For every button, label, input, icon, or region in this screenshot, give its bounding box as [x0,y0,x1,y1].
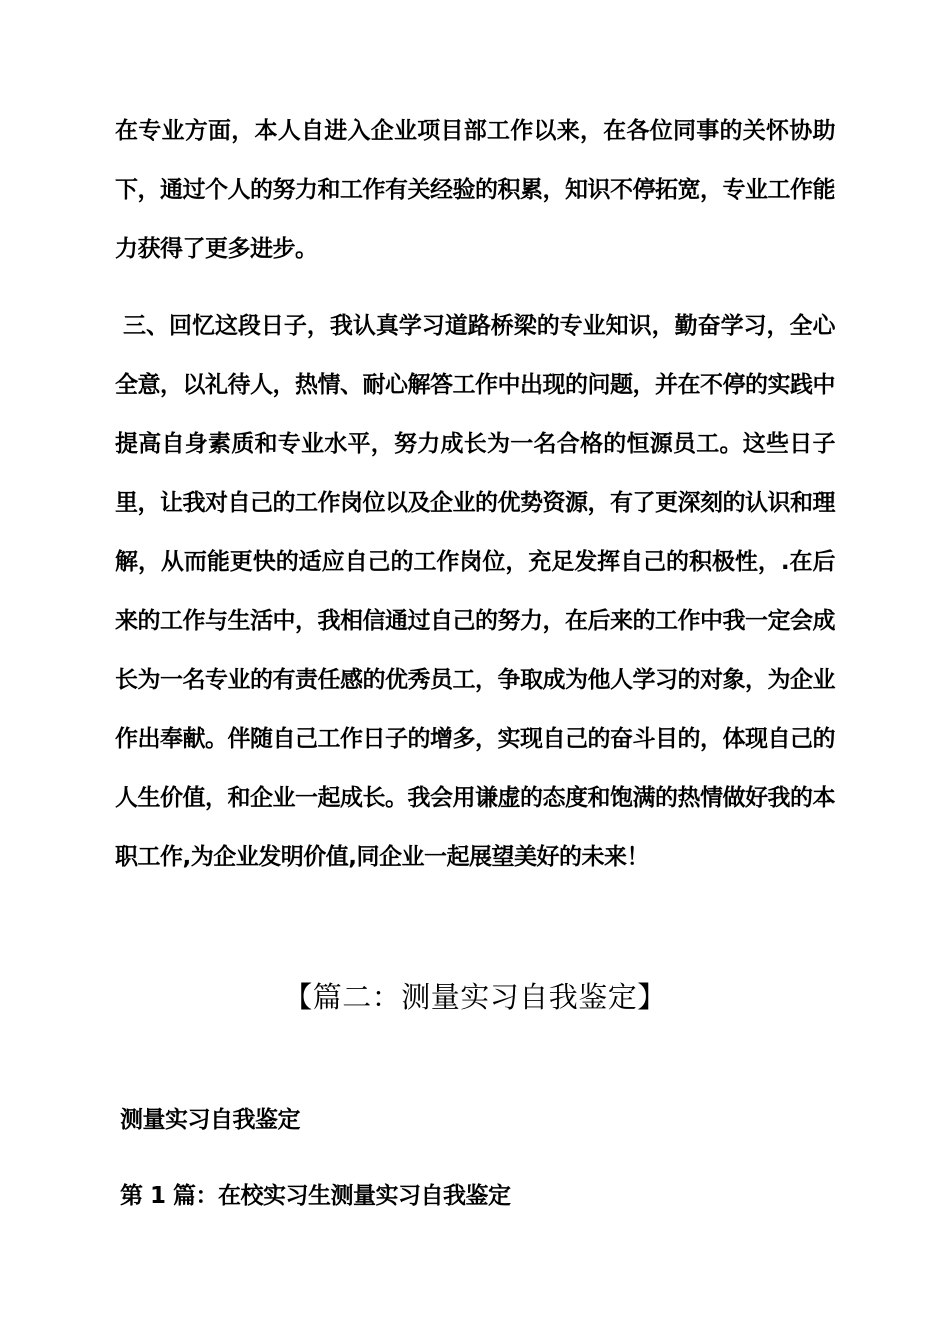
paragraph-professional-progress: 在专业方面，本人自进入企业项目部工作以来，在各位同事的关怀协助下，通过个人的努力和工作有关经验的积累，知识不停拓宽，专业工作能力获得了更多进步。 [115,118,835,262]
subheading-chapter-1: 第 1 篇：在校实习生测量实习自我鉴定 [120,1183,511,1209]
subheading-survey-self-assessment: 测量实习自我鉴定 [120,1107,300,1133]
section-title: 【篇二：测量实习自我鉴定】 [283,980,667,1014]
paragraph-reflection: 三、回忆这段日子，我认真学习道路桥梁的专业知识，勤奋学习，全心全意，以礼待人，热情、耐心解答工作中出现的问题，并在不停的实践中提高自身素质和专业水平，努力成长为一名合格的恒源员工。这些日子里，让我对自己的工作岗位以及企业的优势资源，有了更深刻的认识和理解，从而能更快的适应自己的工作岗位，充足发挥自己的积极性，.在后来的工作与生活中，我相信通过自己的努力，在后来的工作中我一定会成长为一名专业的有责任感的优秀员工，争取成为他人学习的对象，为企业作出奉献。伴随自己工作日子的增多，实现自己的奋斗目的，体现自己的人生价值，和企业一起成长。我会用谦虚的态度和饱满的热情做好我的本职工作,为企业发明价值,同企业一起展望美好的未来！ [115,313,836,870]
